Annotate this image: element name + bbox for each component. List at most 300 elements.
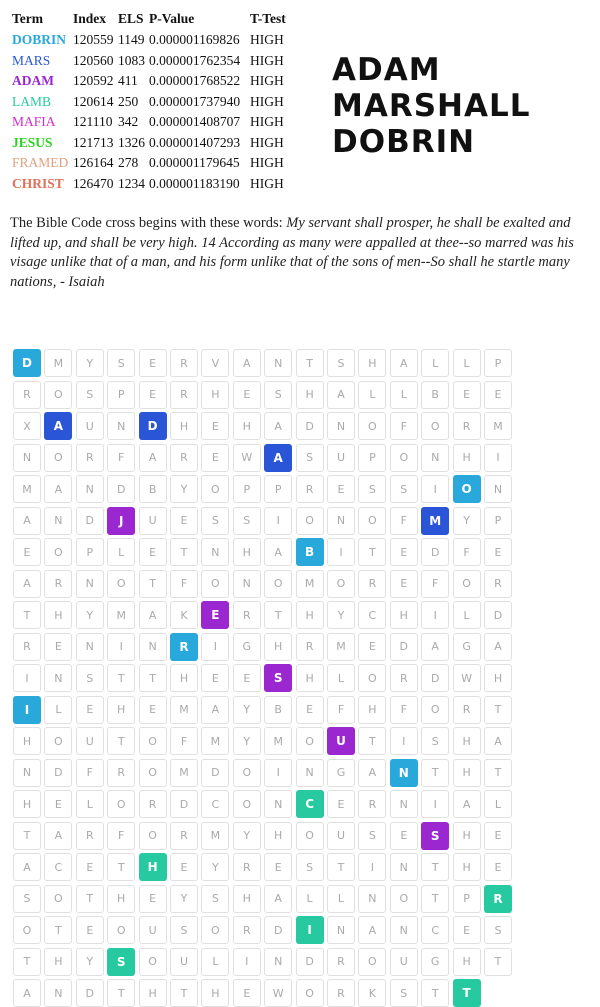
t-test-cell: HIGH: [250, 175, 284, 191]
grid-cell: A: [390, 349, 418, 377]
grid-cell: T: [421, 853, 449, 881]
grid-cell: I: [201, 633, 229, 661]
grid-cell-highlighted: A: [264, 444, 292, 472]
table-row: [12, 114, 289, 135]
grid-cell: P: [484, 507, 512, 535]
els-results-table: [12, 11, 289, 196]
grid-cell: I: [484, 444, 512, 472]
t-test-cell: HIGH: [250, 32, 284, 47]
grid-cell: Y: [76, 601, 104, 629]
grid-cell: N: [76, 570, 104, 598]
grid-cell: N: [76, 475, 104, 503]
grid-cell: E: [170, 507, 198, 535]
index-cell: 121713: [73, 134, 114, 150]
grid-cell: O: [358, 412, 386, 440]
grid-cell: R: [107, 759, 135, 787]
grid-cell: R: [390, 664, 418, 692]
grid-cell: T: [44, 916, 72, 944]
grid-cell: B: [264, 696, 292, 724]
table-row: [12, 53, 289, 74]
grid-cell: H: [201, 979, 229, 1007]
grid-cell: H: [170, 664, 198, 692]
grid-cell: R: [170, 444, 198, 472]
grid-cell: Y: [170, 885, 198, 913]
grid-cell: H: [453, 948, 481, 976]
grid-cell: E: [76, 916, 104, 944]
grid-cell: T: [13, 822, 41, 850]
grid-cell: R: [358, 570, 386, 598]
grid-cell: T: [296, 349, 324, 377]
grid-cell: R: [484, 570, 512, 598]
grid-cell: A: [327, 381, 355, 409]
grid-cell: G: [327, 759, 355, 787]
grid-cell: M: [264, 727, 292, 755]
header-index: Index: [73, 11, 107, 26]
grid-cell: O: [233, 759, 261, 787]
grid-cell: E: [233, 979, 261, 1007]
grid-cell: T: [358, 538, 386, 566]
els-cell: 1234: [118, 175, 145, 191]
t-test-cell: HIGH: [250, 114, 284, 129]
p-value-cell: 0.000001768522: [149, 73, 241, 88]
name-line-middle: MARSHALL: [332, 88, 531, 124]
grid-cell: I: [107, 633, 135, 661]
grid-cell: R: [327, 948, 355, 976]
grid-cell: E: [296, 696, 324, 724]
grid-cell: E: [233, 664, 261, 692]
grid-cell: L: [76, 790, 104, 818]
grid-cell: O: [44, 727, 72, 755]
grid-cell: N: [44, 507, 72, 535]
index-cell: 120592: [73, 73, 114, 88]
grid-cell: R: [76, 822, 104, 850]
grid-cell: P: [264, 475, 292, 503]
grid-cell: D: [296, 412, 324, 440]
grid-cell: F: [170, 727, 198, 755]
els-cell: 1326: [118, 134, 145, 150]
grid-cell: O: [296, 822, 324, 850]
grid-cell: E: [484, 853, 512, 881]
t-test-cell: HIGH: [250, 73, 284, 88]
grid-cell: M: [201, 822, 229, 850]
grid-cell: L: [201, 948, 229, 976]
grid-cell: O: [139, 727, 167, 755]
grid-cell: O: [201, 570, 229, 598]
grid-cell: H: [233, 538, 261, 566]
grid-cell: C: [421, 916, 449, 944]
grid-cell: S: [264, 381, 292, 409]
grid-cell: S: [296, 444, 324, 472]
grid-cell: N: [264, 948, 292, 976]
grid-cell-highlighted: R: [484, 885, 512, 913]
grid-cell: G: [453, 633, 481, 661]
index-cell: 120559: [73, 32, 114, 47]
grid-cell: O: [421, 412, 449, 440]
grid-cell: T: [76, 885, 104, 913]
grid-cell: N: [264, 790, 292, 818]
grid-cell: R: [453, 412, 481, 440]
header-p-value: P-Value: [149, 11, 195, 26]
header-t-test: T-Test: [250, 11, 286, 26]
grid-cell: L: [327, 664, 355, 692]
grid-cell-highlighted: S: [264, 664, 292, 692]
p-value-cell: 0.000001183190: [149, 175, 240, 191]
grid-cell: T: [484, 696, 512, 724]
grid-cell: A: [233, 349, 261, 377]
grid-cell: T: [484, 948, 512, 976]
t-test-cell: HIGH: [250, 52, 284, 68]
grid-cell: R: [233, 853, 261, 881]
grid-cell-highlighted: D: [13, 349, 41, 377]
grid-cell: N: [201, 538, 229, 566]
term-cell: CHRIST: [12, 175, 64, 191]
grid-cell: P: [453, 885, 481, 913]
grid-cell: S: [390, 979, 418, 1007]
term-cell: MAFIA: [12, 114, 56, 129]
grid-cell: H: [484, 664, 512, 692]
grid-cell: A: [13, 507, 41, 535]
p-value-cell: 0.000001179645: [149, 155, 240, 170]
grid-cell: W: [264, 979, 292, 1007]
t-test-cell: HIGH: [250, 155, 284, 170]
grid-cell: X: [13, 412, 41, 440]
grid-cell: P: [76, 538, 104, 566]
grid-cell: A: [139, 444, 167, 472]
p-value-cell: 0.000001408707: [149, 114, 241, 129]
grid-cell: O: [139, 822, 167, 850]
grid-cell-highlighted: C: [296, 790, 324, 818]
grid-cell: E: [484, 538, 512, 566]
grid-cell-highlighted: U: [327, 727, 355, 755]
grid-cell: Y: [76, 948, 104, 976]
grid-cell: I: [421, 475, 449, 503]
grid-cell: H: [453, 759, 481, 787]
grid-cell: E: [201, 444, 229, 472]
grid-cell: A: [44, 475, 72, 503]
grid-cell: S: [201, 885, 229, 913]
grid-cell: H: [453, 822, 481, 850]
index-cell: 120614: [73, 93, 114, 109]
grid-cell: Y: [170, 475, 198, 503]
grid-cell: O: [296, 727, 324, 755]
grid-cell-highlighted: O: [453, 475, 481, 503]
grid-cell: R: [170, 381, 198, 409]
grid-cell: D: [421, 664, 449, 692]
grid-cell: D: [484, 601, 512, 629]
grid-cell: M: [201, 727, 229, 755]
grid-cell: R: [358, 790, 386, 818]
grid-cell: T: [421, 979, 449, 1007]
grid-cell: A: [13, 853, 41, 881]
grid-cell: R: [327, 979, 355, 1007]
grid-cell: U: [139, 507, 167, 535]
grid-cell: T: [107, 664, 135, 692]
grid-cell: M: [170, 696, 198, 724]
grid-cell: H: [107, 696, 135, 724]
grid-cell: R: [453, 696, 481, 724]
grid-cell: O: [44, 538, 72, 566]
grid-cell: L: [44, 696, 72, 724]
grid-cell: N: [484, 475, 512, 503]
grid-cell: H: [296, 381, 324, 409]
grid-cell: R: [139, 790, 167, 818]
grid-cell: E: [13, 538, 41, 566]
grid-cell: P: [358, 444, 386, 472]
grid-cell: D: [107, 475, 135, 503]
grid-cell: I: [421, 790, 449, 818]
grid-cell: S: [390, 475, 418, 503]
grid-cell: E: [484, 381, 512, 409]
grid-cell: I: [264, 759, 292, 787]
els-cell: 250: [118, 93, 139, 109]
table-body: [12, 32, 289, 196]
grid-cell: A: [484, 727, 512, 755]
grid-cell: A: [358, 916, 386, 944]
grid-cell: N: [390, 790, 418, 818]
table-row: [12, 73, 289, 94]
grid-cell: D: [201, 759, 229, 787]
grid-cell: S: [13, 885, 41, 913]
index-cell: 126470: [73, 175, 114, 191]
grid-cell: T: [139, 664, 167, 692]
grid-cell: P: [107, 381, 135, 409]
grid-cell: N: [327, 412, 355, 440]
grid-cell: O: [233, 790, 261, 818]
grid-cell: U: [139, 916, 167, 944]
grid-cell: F: [107, 822, 135, 850]
t-test-cell: HIGH: [250, 134, 284, 150]
grid-cell: S: [358, 475, 386, 503]
name-line-last: DOBRIN: [332, 124, 476, 160]
grid-cell: A: [421, 633, 449, 661]
grid-cell: O: [107, 790, 135, 818]
p-value-cell: 0.000001762354: [149, 52, 241, 68]
grid-cell: C: [201, 790, 229, 818]
grid-cell: R: [233, 601, 261, 629]
index-cell: 120560: [73, 52, 114, 68]
grid-cell: T: [107, 727, 135, 755]
grid-cell: E: [484, 822, 512, 850]
grid-cell: E: [327, 475, 355, 503]
grid-cell: H: [390, 601, 418, 629]
grid-cell: D: [76, 979, 104, 1007]
grid-cell: H: [264, 633, 292, 661]
grid-cell: H: [358, 696, 386, 724]
grid-cell: N: [390, 853, 418, 881]
grid-cell: E: [390, 570, 418, 598]
grid-cell: M: [107, 601, 135, 629]
grid-cell: N: [76, 633, 104, 661]
table-row: [12, 94, 289, 115]
grid-cell: E: [139, 538, 167, 566]
grid-cell: O: [327, 570, 355, 598]
grid-cell: T: [107, 853, 135, 881]
grid-cell: E: [44, 790, 72, 818]
term-cell: ADAM: [12, 73, 54, 88]
grid-cell: Y: [201, 853, 229, 881]
grid-cell: A: [44, 822, 72, 850]
term-cell: LAMB: [12, 93, 52, 109]
grid-cell: I: [264, 507, 292, 535]
grid-cell: N: [421, 444, 449, 472]
grid-cell: E: [390, 822, 418, 850]
els-cell: 411: [118, 73, 138, 88]
grid-cell: H: [44, 948, 72, 976]
grid-cell: K: [170, 601, 198, 629]
grid-cell: D: [44, 759, 72, 787]
grid-cell: S: [327, 349, 355, 377]
grid-cell: F: [390, 412, 418, 440]
grid-cell: O: [296, 979, 324, 1007]
grid-cell-highlighted: B: [296, 538, 324, 566]
grid-cell: D: [390, 633, 418, 661]
grid-cell: D: [76, 507, 104, 535]
grid-cell: O: [44, 885, 72, 913]
grid-cell: T: [421, 885, 449, 913]
grid-cell: N: [390, 916, 418, 944]
grid-cell: O: [390, 444, 418, 472]
grid-cell: T: [170, 538, 198, 566]
grid-cell: H: [453, 853, 481, 881]
grid-cell: A: [358, 759, 386, 787]
grid-cell: F: [76, 759, 104, 787]
grid-cell: G: [421, 948, 449, 976]
header-term: Term: [12, 11, 43, 26]
grid-cell: F: [390, 507, 418, 535]
grid-cell: H: [296, 664, 324, 692]
grid-cell: T: [107, 979, 135, 1007]
grid-cell: S: [76, 381, 104, 409]
grid-cell: S: [233, 507, 261, 535]
grid-cell: S: [170, 916, 198, 944]
grid-cell: A: [264, 412, 292, 440]
table-row: [12, 155, 289, 176]
grid-cell: L: [484, 790, 512, 818]
grid-cell: O: [201, 475, 229, 503]
grid-cell: E: [453, 381, 481, 409]
grid-cell: E: [139, 885, 167, 913]
table-row: [12, 176, 289, 197]
grid-cell: H: [13, 727, 41, 755]
grid-cell: S: [107, 349, 135, 377]
grid-cell: H: [233, 885, 261, 913]
grid-cell: T: [421, 759, 449, 787]
grid-cell: R: [170, 822, 198, 850]
grid-cell: R: [44, 570, 72, 598]
grid-cell: I: [13, 664, 41, 692]
grid-cell: R: [170, 349, 198, 377]
grid-cell-highlighted: I: [13, 696, 41, 724]
grid-cell: E: [44, 633, 72, 661]
grid-cell-highlighted: M: [421, 507, 449, 535]
index-cell: 126164: [73, 155, 114, 170]
grid-cell: O: [139, 948, 167, 976]
grid-cell: H: [44, 601, 72, 629]
grid-cell: B: [139, 475, 167, 503]
grid-cell: O: [358, 664, 386, 692]
grid-cell: N: [264, 349, 292, 377]
t-test-cell: HIGH: [250, 93, 284, 109]
grid-cell: T: [139, 570, 167, 598]
grid-cell: E: [201, 412, 229, 440]
grid-cell: O: [107, 570, 135, 598]
grid-cell: N: [327, 507, 355, 535]
grid-cell: D: [170, 790, 198, 818]
grid-cell-highlighted: N: [390, 759, 418, 787]
els-cell: 342: [118, 114, 139, 129]
grid-cell: W: [453, 664, 481, 692]
grid-cell: A: [13, 570, 41, 598]
grid-cell: N: [139, 633, 167, 661]
grid-cell: L: [390, 381, 418, 409]
grid-cell: R: [296, 633, 324, 661]
grid-cell: F: [170, 570, 198, 598]
grid-cell: D: [264, 916, 292, 944]
grid-cell: U: [76, 727, 104, 755]
grid-cell: R: [76, 444, 104, 472]
grid-cell: N: [13, 444, 41, 472]
grid-cell: M: [44, 349, 72, 377]
name-heading: [332, 52, 530, 160]
grid-cell: N: [44, 664, 72, 692]
header-els: ELS: [118, 11, 144, 26]
grid-cell: M: [327, 633, 355, 661]
grid-cell: T: [170, 979, 198, 1007]
grid-cell-highlighted: R: [170, 633, 198, 661]
grid-cell: L: [453, 349, 481, 377]
grid-cell: H: [296, 601, 324, 629]
index-cell: 121110: [73, 114, 113, 129]
grid-cell: U: [390, 948, 418, 976]
grid-cell: E: [139, 349, 167, 377]
grid-cell: A: [484, 633, 512, 661]
grid-cell: T: [358, 727, 386, 755]
grid-cell-highlighted: H: [139, 853, 167, 881]
grid-cell: N: [327, 916, 355, 944]
grid-cell: A: [139, 601, 167, 629]
grid-cell-highlighted: S: [107, 948, 135, 976]
grid-cell: E: [139, 381, 167, 409]
grid-cell: R: [13, 381, 41, 409]
grid-cell: R: [233, 916, 261, 944]
grid-cell: H: [170, 412, 198, 440]
grid-cell: N: [13, 759, 41, 787]
p-value-cell: 0.000001407293: [149, 134, 241, 150]
grid-cell: C: [44, 853, 72, 881]
grid-cell: H: [453, 444, 481, 472]
els-cell: 1149: [118, 32, 145, 47]
grid-cell: L: [358, 381, 386, 409]
grid-cell: E: [264, 853, 292, 881]
grid-cell: G: [233, 633, 261, 661]
grid-cell: E: [201, 664, 229, 692]
grid-cell: A: [264, 538, 292, 566]
grid-cell-highlighted: E: [201, 601, 229, 629]
grid-cell: K: [358, 979, 386, 1007]
grid-cell-highlighted: I: [296, 916, 324, 944]
scripture-quote: [10, 214, 595, 292]
grid-cell: I: [327, 538, 355, 566]
grid-cell: O: [201, 916, 229, 944]
grid-cell: N: [296, 759, 324, 787]
grid-cell: Y: [453, 507, 481, 535]
grid-cell: N: [44, 979, 72, 1007]
table-header-row: [12, 11, 289, 32]
quote-verse: My servant shall prosper, he shall be exalted and lifted up, and shall be very high. 14 According as many were appalled at thee--so marred was his visage unlike that of a man, and his form unlike that of the sons of men--So shall he startle many nations, - Isaiah: [10, 215, 574, 290]
grid-cell: M: [296, 570, 324, 598]
grid-cell: E: [358, 633, 386, 661]
grid-cell: O: [107, 916, 135, 944]
